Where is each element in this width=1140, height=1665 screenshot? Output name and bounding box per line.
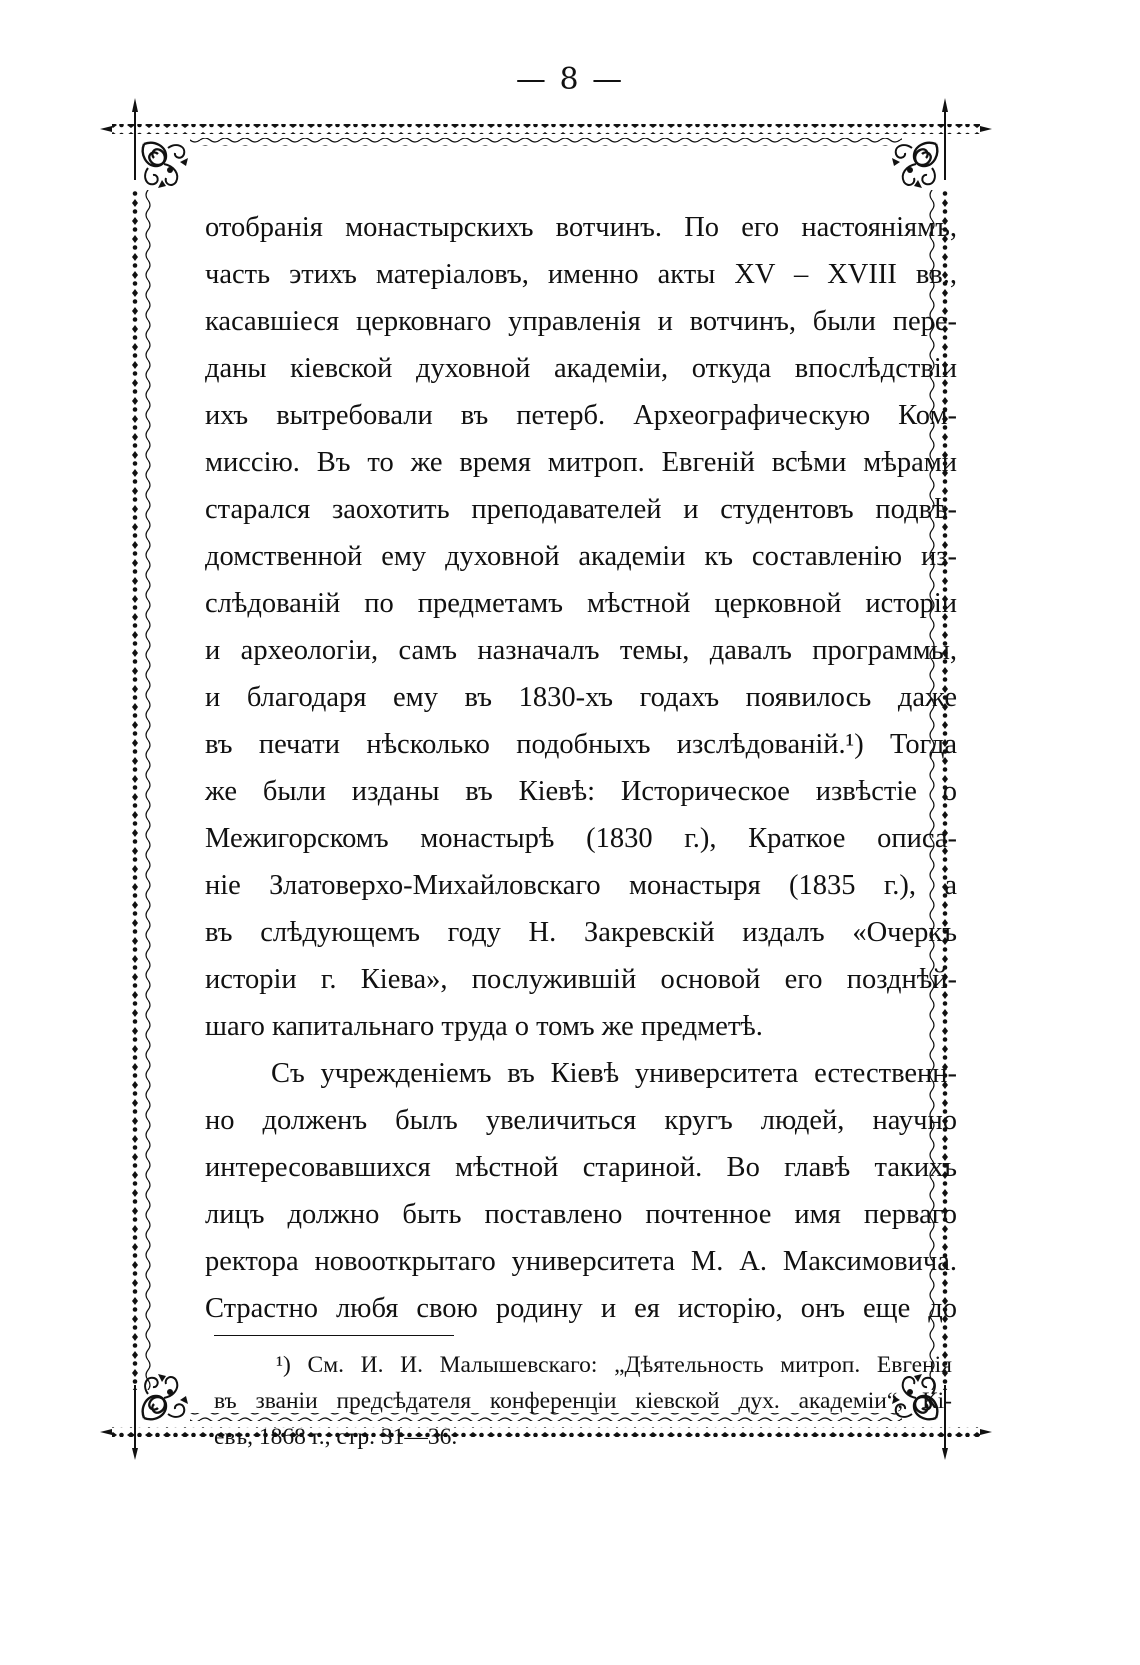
text-line: миссію. Въ то же время митроп. Евгеній всѣми мѣрами [205,447,957,478]
text-line: слѣдованій по предметамъ мѣстной церковной исторіи [205,588,957,619]
text-line: отобранія монастырскихъ вотчинъ. По его настояніямъ, [205,212,957,243]
text-line: но долженъ былъ увеличиться кругъ людей, научно [205,1105,957,1136]
text-line: и благодаря ему въ 1830-хъ годахъ появилось даже [205,682,957,713]
text-line: часть этихъ матеріаловъ, именно акты XV – XVIII вв., [205,259,957,290]
text-line: лицъ должно быть поставлено почтенное имя перваго [205,1199,957,1230]
text-line: домственной ему духовной академіи къ составленію из- [205,541,957,572]
text-line: касавшіеся церковнаго управленія и вотчинъ, были пере- [205,306,957,337]
footnote-line: евъ, 1868 г., стр. 31—36. [214,1424,458,1450]
text-line: интересовавшихся мѣстной стариной. Во главѣ такихъ [205,1152,957,1183]
footnote-line: въ званіи предсѣдателя конференціи кіевской дух. академіи“, Кі- [214,1388,952,1414]
text-line: и археологіи, самъ назначалъ темы, давалъ программы, [205,635,957,666]
text-line: старался заохотить преподавателей и студентовъ подвѣ- [205,494,957,525]
text-line: Страстно любя свою родину и ея исторію, онъ еще до [205,1293,957,1324]
text-line: ихъ вытребовали въ петерб. Археографическую Ком- [205,400,957,431]
text-line: ніе Златоверхо-Михайловскаго монастыря (1835 г.), а [205,870,957,901]
text-line: ректора новооткрытаго университета М. А. Максимовича. [205,1246,957,1277]
text-line: Межигорскомъ монастырѣ (1830 г.), Краткое описа- [205,823,957,854]
text-line: даны кіевской духовной академіи, откуда впослѣдствіи [205,353,957,384]
text-line: шаго капитальнаго труда о томъ же предметѣ. [205,1011,763,1042]
text-line: исторіи г. Кіева», послужившій основой его позднѣй- [205,964,957,995]
text-line: въ слѣдующемъ году Н. Закревскій издалъ «Очеркъ [205,917,957,948]
page-number: — 8 — [515,62,625,97]
text-line: же были изданы въ Кіевѣ: Историческое извѣстіе о [205,776,957,807]
footnote-line: ¹) См. И. И. Малышевскаго: „Дѣятельность митроп. Евгенія [276,1352,952,1378]
body-text [205,204,957,1332]
text-line: въ печати нѣсколько подобныхъ изслѣдованій.¹) Тогда [205,729,957,760]
footnote-divider [214,1335,454,1336]
footnote [214,1347,952,1455]
paragraph-start-line: Съ учрежденіемъ въ Кіевѣ университета естественн- [271,1058,957,1089]
